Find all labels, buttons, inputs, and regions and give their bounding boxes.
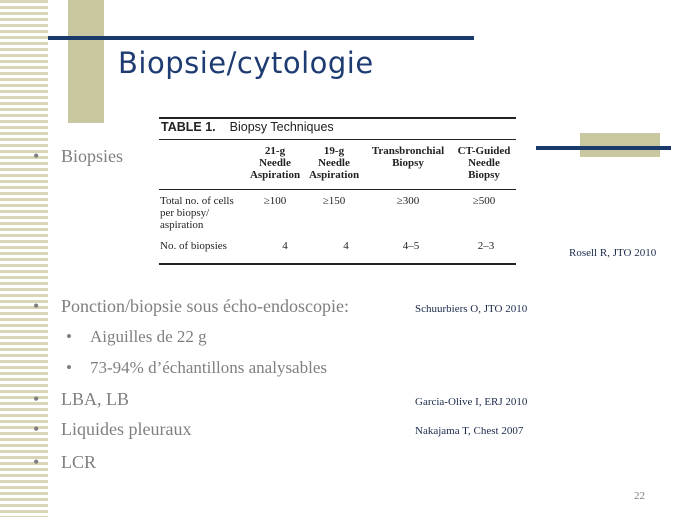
table-caption [161,120,334,134]
table-header-cell: 21-g Needle Aspiration [249,145,301,181]
table-top-rule [159,117,516,119]
bullet-icon: • [66,358,72,377]
table-caption-text: Biopsy Techniques [229,120,334,134]
bullet-text: Liquides pleuraux [61,419,192,439]
table-header-cell: Transbronchial Biopsy [371,145,445,169]
table-cell: ≥300 [396,195,420,207]
bullet-text: Ponction/biopsie sous écho-endoscopie: [61,296,349,316]
page-number: 22 [634,490,645,502]
bullet-icon: • [66,327,72,346]
slide-title: Biopsie/cytologie [118,46,374,80]
table-header-rule [159,139,516,140]
bullet-icon: • [33,296,40,316]
table-cell: ≥500 [472,195,496,207]
reference-garcia-olive: Garcia-Olive I, ERJ 2010 [415,396,528,408]
olive-accent-block [580,133,660,157]
table-body-rule [159,189,516,190]
bullet-icon: • [33,419,40,439]
table-row-label: No. of biopsies [160,240,227,252]
bullet-icon: • [33,452,40,472]
table-cell: ≥150 [322,195,346,207]
table-header-cell: CT-Guided Needle Biopsy [457,145,511,181]
table-cell: 4–5 [402,240,420,252]
table-bottom-rule [159,263,516,265]
biopsy-techniques-table [159,117,516,267]
bullet-icon: • [33,389,40,409]
reference-nakajama: Nakajama T, Chest 2007 [415,425,524,437]
bullet-text: Aiguilles de 22 g [90,327,207,346]
table-cell: 4 [343,240,349,252]
left-stripe-decoration [0,0,48,517]
table-cell: 4 [282,240,288,252]
title-rule [48,36,474,40]
table-cell: 2–3 [477,240,495,252]
bullet-icon: • [33,146,40,166]
table-row-label: Total no. of cells per biopsy/ aspiration [160,195,234,231]
bullet-text: 73-94% d’échantillons analysables [90,358,327,377]
olive-accent-bar [68,0,104,123]
right-rule [536,146,671,150]
bullet-text: Biopsies [61,146,124,166]
reference-schuurbiers: Schuurbiers O, JTO 2010 [415,303,528,315]
table-label: TABLE 1. [161,120,216,134]
bullet-text: LCR [61,452,97,472]
reference-rosell: Rosell R, JTO 2010 [569,247,657,259]
table-cell: ≥100 [263,195,287,207]
table-header-cell: 19-g Needle Aspiration [308,145,360,181]
bullet-text: LBA, LB [61,389,130,409]
